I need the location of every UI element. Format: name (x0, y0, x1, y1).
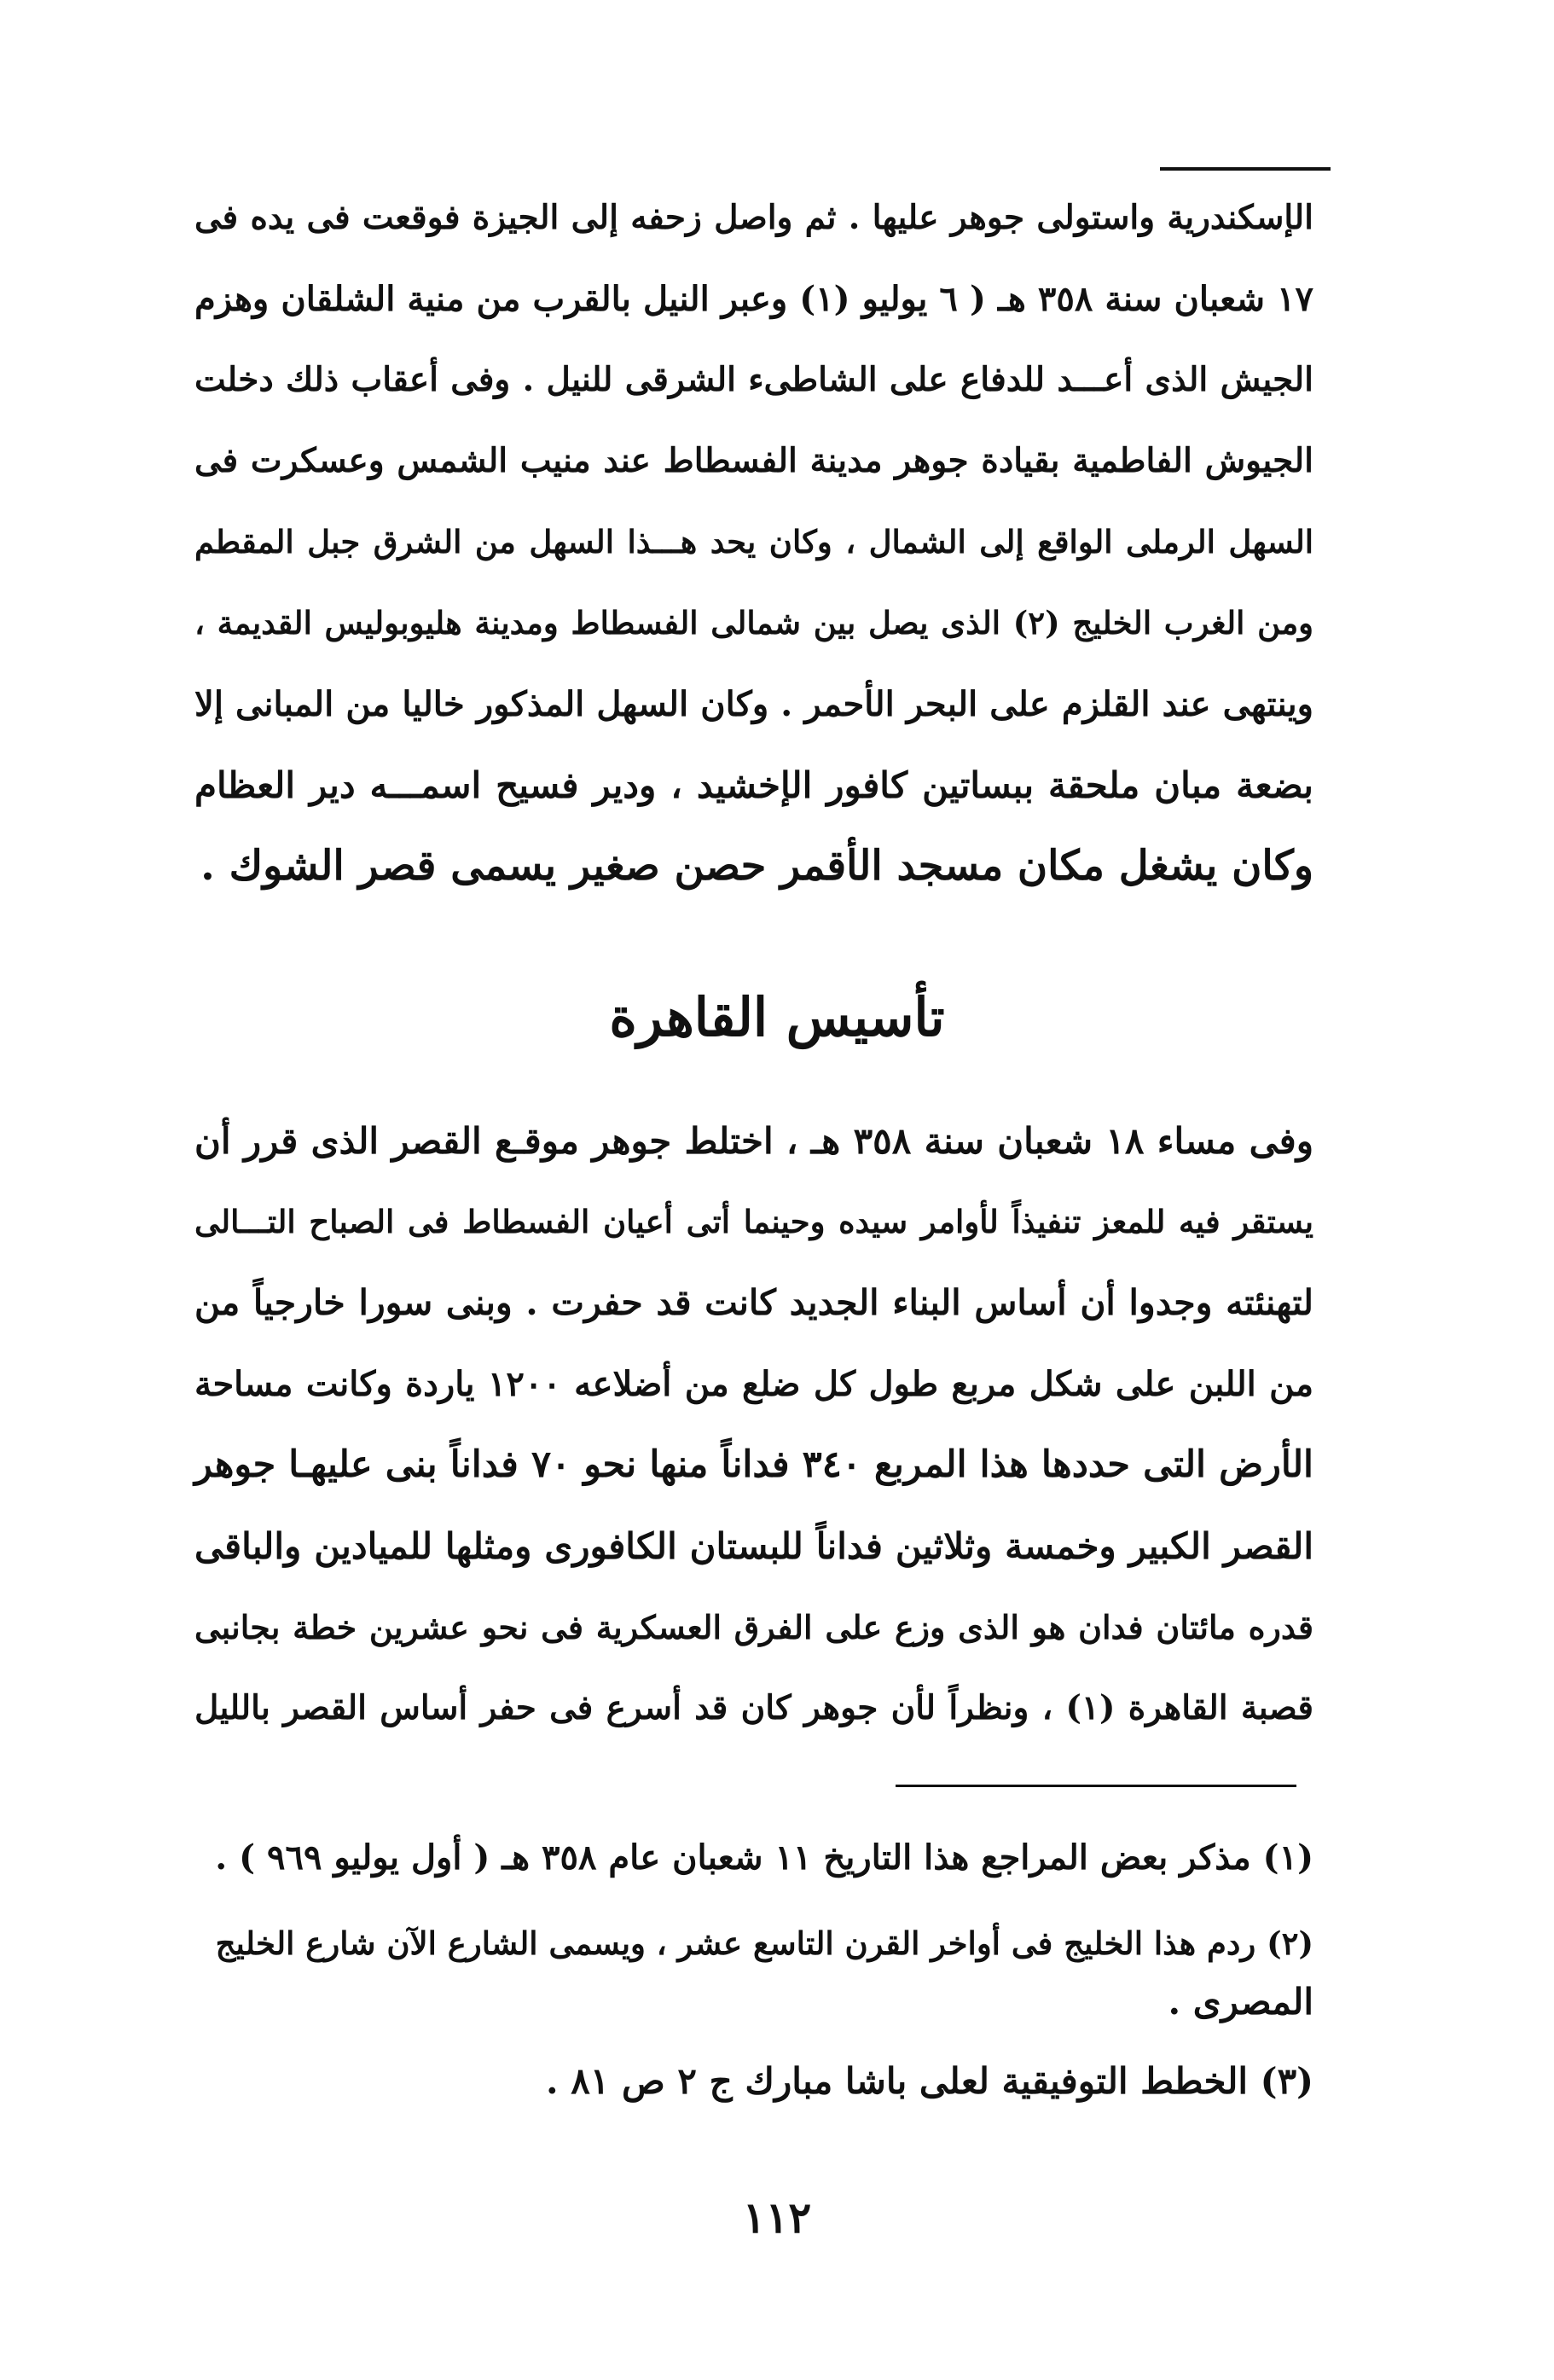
text-line: يستقر فيه للمعز تنفيذاً لأوامر سيده وحينما أتى أعيان الفسطاط فى الصباح التـــالى (194, 1203, 1313, 1240)
text-line: الجيش الذى أعـــد للدفاع على الشاطىء الشرقى للنيل . وفى أعقاب ذلك دخلت (194, 360, 1313, 399)
text-line: الإسكندرية واستولى جوهر عليها . ثم واصل زحفه إلى الجيزة فوقعت فى يده فى (194, 198, 1313, 237)
text-line: من اللبن على شكل مربع طول كل ضلع من أضلاعه ١٢٠٠ ياردة وكانت مساحة (194, 1364, 1313, 1404)
text-line: وفى مساء ١٨ شعبان سنة ٣٥٨ هـ ، اختلط جوهر موقـع القصر الذى قرر أن (194, 1120, 1313, 1162)
footnote-3: (٣) الخطط التوفيقية لعلى باشا مبارك ج ٢ ص ٨١ . (546, 2060, 1313, 2102)
page-number: ١١٢ (742, 2192, 812, 2243)
paragraph-2 (194, 1100, 1313, 1749)
footnote-2-continuation: المصرى . (1168, 1981, 1313, 2023)
text-line: قصبة القاهرة (١) ، ونظراً لأن جوهر كان قد أسرع فى حفر أساس القصر بالليل (194, 1688, 1314, 1727)
footnote-2: (٢) ردم هذا الخليج فى أواخر القرن التاسع عشر ، ويسمى الشارع الآن شارع الخليج (215, 1924, 1313, 1962)
text-line: الأرض التى حددها هذا المربع ٣٤٠ فداناً منها نحو ٧٠ فداناً بنى عليهـا جوهر (194, 1443, 1313, 1486)
text-line: السهل الرملى الواقع إلى الشمال ، وكان يحد هـــذا السهل من الشرق جبل المقطم (194, 523, 1313, 560)
footnote-1: (١) مذكر بعض المراجع هذا التاريخ ١١ شعبان عام ٣٥٨ هـ ( أول يوليو ٩٦٩ ) . (215, 1837, 1313, 1878)
text-line: بضعة مبان ملحقة ببساتين كافور الإخشيد ، ودير فسيح اسمـــه دير العظام (194, 764, 1313, 806)
text-line: وينتهى عند القلزم على البحر الأحمر . وكان السهل المذكور خاليا من المبانى إلا (194, 684, 1313, 724)
footnote-separator (896, 1785, 1296, 1787)
text-line: وكان يشغل مكان مسجد الأقمر حصن صغير يسمى قصر الشوك . (200, 842, 1313, 890)
top-rule (1160, 167, 1331, 171)
paragraph-1 (194, 177, 1313, 907)
text-line: الجيوش الفاطمية بقيادة جوهر مدينة الفسطاط عند منيب الشمس وعسكرت فى (194, 441, 1313, 480)
section-heading: تأسيس القاهرة (609, 986, 945, 1048)
text-line: ١٧ شعبان سنة ٣٥٨ هـ ( ٦ يوليو (١) وعبر النيل بالقرب من منية الشلقان وهزم (194, 279, 1313, 319)
text-line: لتهنئته وجدوا أن أساس البناء الجديد كانت قد حفرت . وبنى سورا خارجياً من (194, 1282, 1313, 1323)
text-line: قدره مائتان فدان هو الذى وزع على الفرق العسكرية فى نحو عشرين خطة بجانبى (194, 1608, 1313, 1646)
text-line: القصر الكبير وخمسة وثلاثين فداناً للبستان الكافورى ومثلها للميادين والباقى (194, 1525, 1313, 1567)
text-line: ومن الغرب الخليج (٢) الذى يصل بين شمالى الفسطاط ومدينة هليوبوليس القديمة ، (194, 604, 1314, 641)
footnotes (194, 1826, 1313, 2114)
